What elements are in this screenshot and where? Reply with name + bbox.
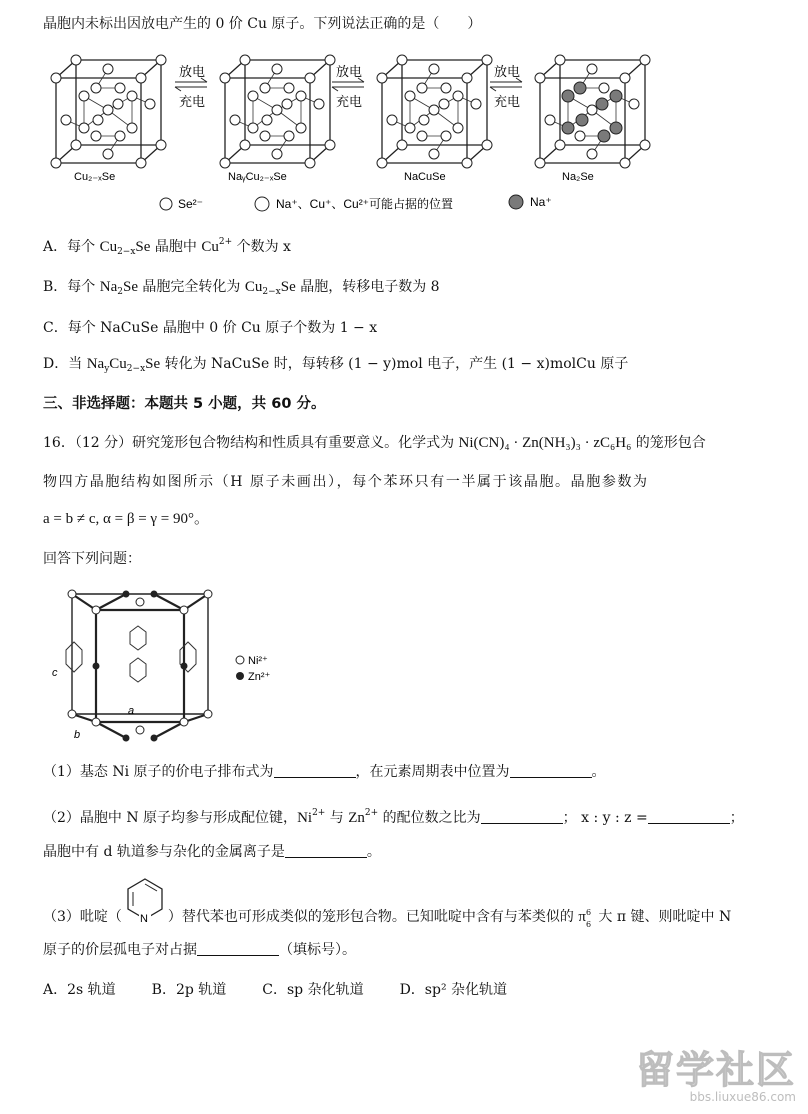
- answer-blank-3[interactable]: [481, 809, 563, 824]
- sub-question-3-line2: 原子的价层孤电子对占据 （填标号）。: [43, 942, 356, 958]
- option-a: A．每个 $Cu_{2-x}Se$ 晶胞中 $Cu^{2+}$ 个数为 x: [43, 237, 291, 257]
- cell-label-3: NaCuSe: [404, 171, 446, 183]
- legend-se: Se²⁻: [178, 197, 204, 211]
- q16-line1: 16．（12 分）研究笼形包合物结构和性质具有重要意义。化学式为 Ni(CN)₄ · Zn(NH₃)₃ · zC₆H₆ 的笼形包合: [43, 435, 706, 451]
- answer-blank-1[interactable]: [274, 763, 356, 778]
- option-b: B．每个 $Na_2Se$ 晶胞完全转化为 $Cu_{2-x}Se$ 晶胞，转移电子数为 8: [43, 279, 440, 297]
- arrows-1: [175, 64, 207, 109]
- sub-question-2-line2: 晶胞中有 d 轨道参与杂化的金属离子是 。: [43, 844, 381, 860]
- arrows-2: [332, 64, 364, 109]
- sub-question-1: （1）基态 Ni 原子的价电子排布式为 ，在元素周期表中位置为 。: [43, 764, 606, 780]
- charge-label: 充电: [336, 94, 363, 109]
- charge-label: 充电: [494, 94, 521, 109]
- answer-blank-6[interactable]: [197, 941, 279, 956]
- answer-blank-5[interactable]: [285, 843, 367, 858]
- q16-prompt: 回答下列问题：: [43, 551, 141, 567]
- cell-label-2: NaᵧCu₂₋ₓSe: [228, 171, 287, 183]
- answer-blank-2[interactable]: [510, 763, 592, 778]
- cell-label-4: Na₂Se: [562, 171, 594, 183]
- axis-label-a: a: [128, 705, 135, 717]
- answer-blank-4[interactable]: [648, 809, 730, 824]
- q16-params: a = b ≠ c, α = β = γ = 90°。: [43, 511, 210, 527]
- pyridine-n-label: N: [139, 913, 148, 923]
- discharge-label: 放电: [336, 64, 363, 79]
- option-c: C．每个 NaCuSe 晶胞中 0 价 Cu 原子个数为 1 − x: [43, 320, 378, 336]
- sub-question-3: （3）吡啶（ N ）替代苯也可形成类似的笼形包合物。已知吡啶中含有与苯类似的 π 6 6 大 π 键、则吡啶中 N: [43, 905, 731, 927]
- legend-ni: Ni²⁺: [248, 655, 268, 667]
- section-title: 三、非选择题：本题共 5 小题，共 60 分。: [43, 396, 326, 412]
- pyridine-structure: [122, 905, 168, 925]
- watermark-title: 留学社区: [635, 1048, 796, 1092]
- choice-b[interactable]: B．2p 轨道: [151, 982, 227, 998]
- sub-question-2: （2）晶胞中 N 原子均参与形成配位键，$Ni^{2+}$ 与 $Zn^{2+}$ 的配位数之比为 ； x : y : z = ；: [43, 808, 744, 826]
- watermark-url: bbs.liuxue86.com: [689, 1090, 796, 1104]
- question-continuation: 晶胞内未标出因放电产生的 0 价 Cu 原子。下列说法正确的是（ ）: [43, 16, 482, 32]
- choice-c[interactable]: C．sp 杂化轨道: [262, 982, 364, 998]
- clathrate-cell-figure: [44, 580, 294, 750]
- unit-cell-naycu2xse: [220, 55, 335, 168]
- axis-label-b: b: [74, 729, 81, 741]
- q16-line2: 物四方晶胞结构如图所示（H 原子未画出），每个苯环只有一半属于该晶胞。晶胞参数为: [43, 474, 649, 490]
- unit-cell-nacuse: [377, 55, 492, 168]
- arrows-3: [490, 64, 522, 109]
- axis-label-c: c: [52, 667, 58, 679]
- discharge-label: 放电: [494, 64, 521, 79]
- unit-cell-na2se: [535, 55, 650, 168]
- choice-d[interactable]: D．sp² 杂化轨道: [399, 982, 508, 998]
- cell-label-1: Cu₂₋ₓSe: [74, 171, 116, 183]
- legend-zn: Zn²⁺: [248, 671, 271, 683]
- unit-cell-cu2xse: [51, 55, 166, 168]
- q16-sub3-options: [43, 980, 543, 1000]
- figure-legend: [160, 195, 552, 211]
- option-d: D．当 $Na_yCu_{2-x}Se$ 转化为 NaCuSe 时，每转移 (1 − y)mol 电子，产生 (1 − x)molCu 原子: [43, 356, 629, 374]
- legend-na: Na⁺: [530, 195, 552, 209]
- charge-label: 充电: [179, 94, 206, 109]
- choice-a[interactable]: A．2s 轨道: [43, 982, 116, 998]
- watermark: [636, 1050, 796, 1104]
- discharge-label: 放电: [179, 64, 206, 79]
- crystal-transformation-figure: [40, 44, 760, 216]
- legend-sites: Na⁺、Cu⁺、Cu²⁺可能占据的位置: [276, 197, 454, 211]
